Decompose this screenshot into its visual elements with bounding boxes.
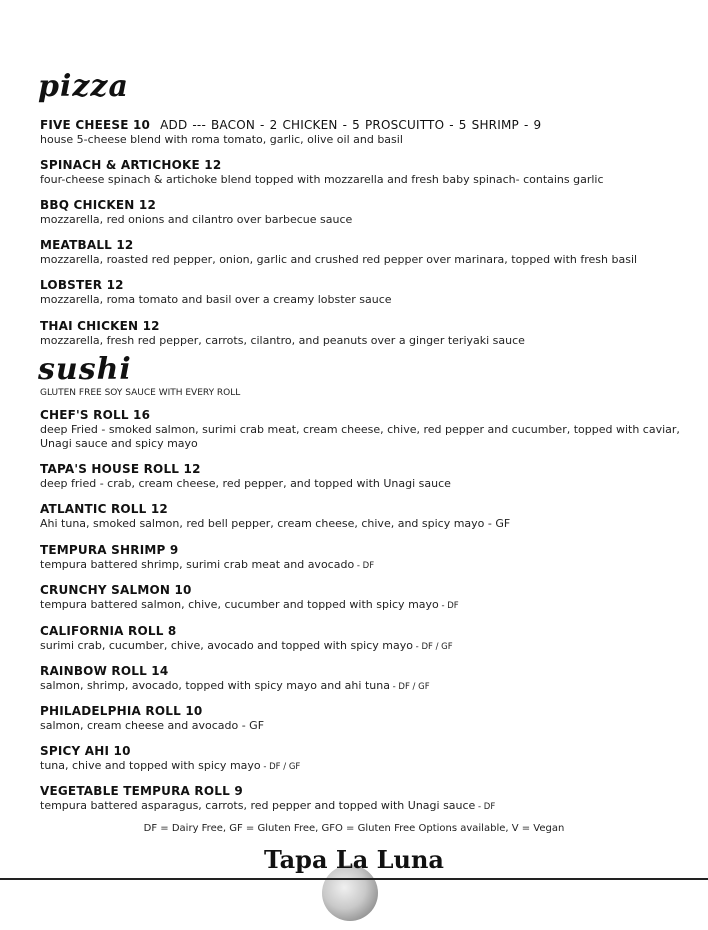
item-name: RAINBOW ROLL 14 [40, 664, 169, 678]
item-name: THAI CHICKEN 12 [40, 319, 160, 333]
item-name: SPINACH & ARTICHOKE 12 [40, 158, 222, 172]
diet-tag: - DF [475, 802, 496, 812]
item-name: CRUNCHY SALMON 10 [40, 583, 192, 597]
footer-divider [0, 878, 708, 880]
menu-item-bbq-chicken [40, 198, 680, 227]
menu-item-california-roll [40, 624, 680, 654]
menu-item-meatball [40, 238, 680, 267]
pizza-section-title: pizza [38, 69, 129, 104]
item-description: Ahi tuna, smoked salmon, red bell pepper, cream cheese, chive, and spicy mayo - GF [40, 517, 511, 530]
item-description: mozzarella, roasted red pepper, onion, garlic and crushed red pepper over marinara, topped with fresh basil [40, 253, 638, 266]
soy-sauce-note: GLUTEN FREE SOY SAUCE WITH EVERY ROLL [40, 388, 241, 398]
item-name: TAPA'S HOUSE ROLL 12 [40, 462, 201, 476]
item-name: ATLANTIC ROLL 12 [40, 502, 168, 516]
menu-item-tapas-house-roll [40, 462, 680, 492]
sushi-section-title: sushi [38, 352, 132, 387]
item-description: tuna, chive and topped with spicy mayo [40, 759, 261, 772]
menu-item-thai-chicken [40, 319, 680, 348]
item-name: VEGETABLE TEMPURA ROLL 9 [40, 784, 243, 798]
diet-legend: DF = Dairy Free, GF = Gluten Free, GFO = Gluten Free Options available, V = Vegan [143, 823, 565, 834]
diet-tag: - DF / GF [260, 762, 301, 772]
item-description: tempura battered shrimp, surimi crab meat and avocado [40, 558, 355, 571]
logo-text: Tapa La Luna [264, 845, 444, 874]
diet-tag: - DF / GF [412, 642, 453, 652]
menu-item-five-cheese [40, 118, 680, 147]
item-name: SPICY AHI 10 [40, 744, 131, 758]
diet-tag: - DF [438, 601, 459, 611]
item-description: mozzarella, red onions and cilantro over barbecue sauce [40, 213, 353, 226]
menu-item-lobster [40, 278, 680, 307]
menu-item-atlantic-roll [40, 502, 680, 532]
item-name: MEATBALL 12 [40, 238, 134, 252]
item-description: mozzarella, fresh red pepper, carrots, cilantro, and peanuts over a ginger teriyaki sauce [40, 334, 525, 347]
item-description: house 5-cheese blend with roma tomato, garlic, olive oil and basil [40, 133, 403, 146]
menu-item-tempura-shrimp [40, 543, 680, 573]
item-name: PHILADELPHIA ROLL 10 [40, 704, 203, 718]
item-name: FIVE CHEESE 10 [40, 118, 151, 132]
item-name: CHEF'S ROLL 16 [40, 408, 151, 422]
menu-item-chefs-roll [40, 408, 680, 452]
item-description: four-cheese spinach & artichoke blend topped with mozzarella and fresh baby spinach- contains garlic [40, 173, 604, 186]
diet-tag: - DF / GF [389, 682, 430, 692]
item-description: tempura battered asparagus, carrots, red pepper and topped with Unagi sauce [40, 799, 476, 812]
item-description: salmon, shrimp, avocado, topped with spicy mayo and ahi tuna [40, 679, 390, 692]
item-name: CALIFORNIA ROLL 8 [40, 624, 177, 638]
item-description: surimi crab, cucumber, chive, avocado and topped with spicy mayo [40, 639, 413, 652]
menu-item-spicy-ahi [40, 744, 680, 774]
menu-item-philadelphia-roll [40, 704, 680, 734]
item-description: deep Fried - smoked salmon, surimi crab meat, cream cheese, chive, red pepper and cucumber, topped with caviar, Unagi sauce and spicy mayo [40, 423, 680, 450]
item-name: TEMPURA SHRIMP 9 [40, 543, 179, 557]
menu-item-crunchy-salmon [40, 583, 680, 613]
menu-item-rainbow-roll [40, 664, 680, 694]
item-description: salmon, cream cheese and avocado - GF [40, 719, 265, 732]
item-description: deep fried - crab, cream cheese, red pepper, and topped with Unagi sauce [40, 477, 451, 490]
item-description: tempura battered salmon, chive, cucumber and topped with spicy mayo [40, 598, 439, 611]
menu-item-spinach-artichoke [40, 158, 680, 187]
menu-item-vegetable-tempura-roll [40, 784, 680, 814]
item-name: LOBSTER 12 [40, 278, 124, 292]
restaurant-logo [0, 845, 708, 905]
item-name: BBQ CHICKEN 12 [40, 198, 157, 212]
pizza-addons: ADD --- BACON - 2 CHICKEN - 5 PROSCUITTO - 5 SHRIMP - 9 [160, 118, 542, 132]
diet-tag: - DF [354, 561, 375, 571]
item-description: mozzarella, roma tomato and basil over a creamy lobster sauce [40, 293, 392, 306]
